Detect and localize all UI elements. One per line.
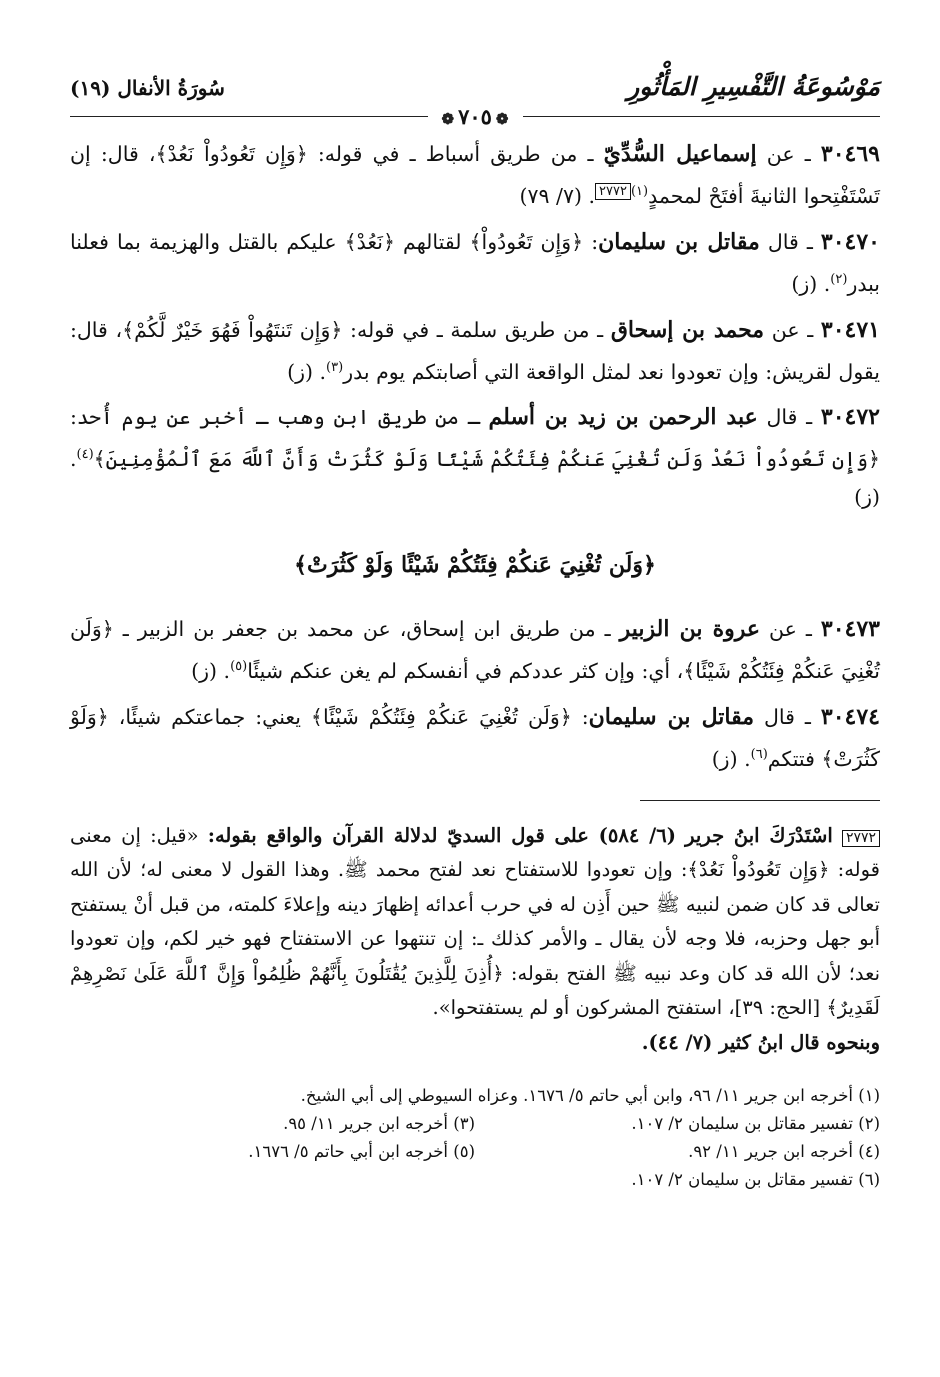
footnote-ref[interactable]: (٣)	[326, 359, 344, 375]
ornament-icon: ❁	[495, 110, 509, 128]
page-header	[70, 70, 880, 129]
footnote-1: (١) أخرجه ابن جرير ١١/ ٩٦، وابن أبي حاتم ٥/ ١٦٧٦. وعزاه السيوطي إلى أبي الشيخ.	[300, 1086, 880, 1106]
book-title: مَوْسُوعَةُ التَّفْسِيرِ المَأْثُورِ	[627, 72, 880, 101]
footnote-ref[interactable]: (٢)	[830, 271, 848, 287]
footnote-6: (٦) تفسير مقاتل بن سليمان ٢/ ١٠٧.	[631, 1170, 880, 1190]
section-heading-verse: ﴿وَلَن تُغْنِيَ عَنكُمْ فِئَتُكُمْ شَيْئًا وَلَوْ كَثُرَتْ﴾	[294, 552, 656, 579]
footnote-ref[interactable]: (٥)	[230, 659, 248, 675]
divider	[640, 800, 880, 801]
footnotes	[70, 1082, 880, 1194]
narrator: عروة بن الزبير	[619, 616, 761, 643]
page	[70, 70, 880, 1350]
entry-number: ٣٠٤٧٢	[820, 404, 880, 431]
narrator: إسماعيل السُّدِّيّ	[603, 141, 757, 167]
entry-30473: ٣٠٤٧٣ ـ عن عروة بن الزبير ـ من طريق ابن إسحاق، عن محمد بن جعفر بن الزبير ـ ﴿وَلَن تُغْنِيَ عَنكُمْ فِئَتُكُمْ شَيْئًا﴾، أي: وإن كثر عددكم في أنفسكم لم يغن عنكم شيئًا$^{(٥)}$. (ز)	[70, 616, 880, 684]
note-ref-box[interactable]: ٢٧٧٢	[595, 183, 631, 200]
entry-30470: ٣٠٤٧٠ ـ قال مقاتل بن سليمان: ﴿وَإِن تَعُودُواْ﴾ لقتالهم ﴿نَعُدْ﴾ عليكم بالقتل والهزيمة بما فعلنا ببدر$^{(٢)}$. (ز)	[70, 228, 880, 296]
note-box-number: ٢٧٧٢	[842, 830, 880, 847]
entry-30474: ٣٠٤٧٤ ـ قال مقاتل بن سليمان: ﴿وَلَن تُغْنِيَ عَنكُمْ فِئَتُكُمْ شَيْئًا﴾ يعني: جماعتكم شيئًا، ﴿وَلَوْ كَثُرَتْ﴾ فتتكم$^{(٦)}$. (ز)	[70, 704, 880, 771]
narrator: محمد بن إسحاق	[610, 316, 765, 343]
footnote-2: (٢) تفسير مقاتل بن سليمان ٢/ ١٠٧.	[631, 1114, 880, 1134]
page-number: ❁٧٠٥❁	[428, 104, 523, 129]
footnote-ref[interactable]: (١)	[630, 184, 649, 199]
surah-title: سُورَةُ الأنفال (١٩)	[70, 76, 225, 100]
entry-30471: ٣٠٤٧١ ـ عن محمد بن إسحاق ـ من طريق سلمة ـ في قوله: ﴿وَإِن تَنتَهُواْ فَهُوَ خَيْرٌ لَّكُمْ﴾، قال: يقول لقريش: وإن تعودوا نعد لمثل الواقعة التي أصابتكم يوم بدر$^{(٣)}$. (ز)	[70, 316, 880, 384]
entry-30469: ٣٠٤٦٩ ـ عن إسماعيل السُّدِّيّ ـ من طريق أسباط ـ في قوله: ﴿وَإِن تَعُودُواْ نَعُدْ﴾، قال: إن تَسْتَفْتِحوا الثانيةَ أفتَحْ لمحمدٍ$^{(١)}$٢٧٧٢. (٧/ ٧٩)	[70, 141, 880, 208]
narrator: مقاتل بن سليمان	[598, 228, 760, 255]
entry-number: ٣٠٤٧٣	[820, 616, 880, 643]
footnote-ref[interactable]: (٦)	[750, 747, 768, 763]
footnote-5: (٥) أخرجه ابن أبي حاتم ٥/ ١٦٧٦.	[248, 1142, 475, 1162]
footnote-4: (٤) أخرجه ابن جرير ١١/ ٩٢.	[688, 1142, 880, 1162]
note-text: «قيل: إن معنى قوله: ﴿وَإِن تَعُودُواْ نَعُدْ﴾: وإن تعودوا للاستفتاح نعد لفتح محمد ﷺ. وهذا القول لا معنى له؛ لأن الله تعالى قد كان ضمن لنبيه ﷺ حين أَذِن له في حرب أعدائه إظهارَ دينه وإعلاءَ كلمته، من قبل أنْ يستفتح أبو جهل وحزبه، فلا وجه لأن يقال ـ والأمر كذلك ـ: إن تنتهوا عن الاستفتاح فهو خير لكم، وإن تعودوا نعد؛ لأن الله قد كان وعد نبيه ﷺ الفتح بقوله: ﴿أُذِنَ لِلَّذِينَ يُقَٰتَلُونَ بِأَنَّهُمْ ظُلِمُواْ وَإِنَّ ٱللَّهَ عَلَىٰ نَصْرِهِمْ لَقَدِيرٌ﴾ [الحج: ٣٩]، استفتح المشركون أو لم يستفتحوا».	[70, 823, 880, 1020]
note-lead: (٦/ ٥٨٤) على قول السديّ لدلالة القرآن والواقع بقوله:	[207, 823, 676, 847]
page-body	[70, 135, 880, 1194]
footnote-3: (٣) أخرجه ابن جرير ١١/ ٩٥.	[283, 1114, 475, 1134]
entry-number: ٣٠٤٧١	[820, 316, 880, 343]
entry-number: ٣٠٤٧٠	[820, 228, 880, 255]
entry-30472: ٣٠٤٧٢ ـ قال عبد الرحمن بن زيد بن أسلم ـ من طريق ابن وهب ـ أخبر عن يوم أُحد: ﴿وَإِن تَعُودُواْ نَعُدْ وَلَن تُغْنِيَ عَنكُمْ فِئَتُكُمْ شَيْئًا وَلَوْ كَثُرَتْ وَأَنَّ ٱللَّهَ مَعَ ٱلْمُؤْمِنِينَ﴾$^{(٤)}$. (ز)	[70, 404, 880, 510]
ornament-icon: ❁	[441, 110, 455, 128]
footnote-ref[interactable]: (٤)	[76, 447, 94, 463]
narrator: مقاتل بن سليمان	[588, 704, 755, 731]
entry-number: ٣٠٤٧٤	[820, 704, 880, 731]
entry-number: ٣٠٤٦٩	[820, 141, 880, 167]
narrator: عبد الرحمن بن زيد بن أسلم	[488, 404, 758, 431]
editorial-note	[70, 819, 880, 1026]
note-end: وبنحوه قال ابنُ كثير (٧/ ٤٤).	[641, 1030, 880, 1054]
note-scholar: اسْتَدْرَكَ ابنُ جرير	[685, 823, 833, 847]
